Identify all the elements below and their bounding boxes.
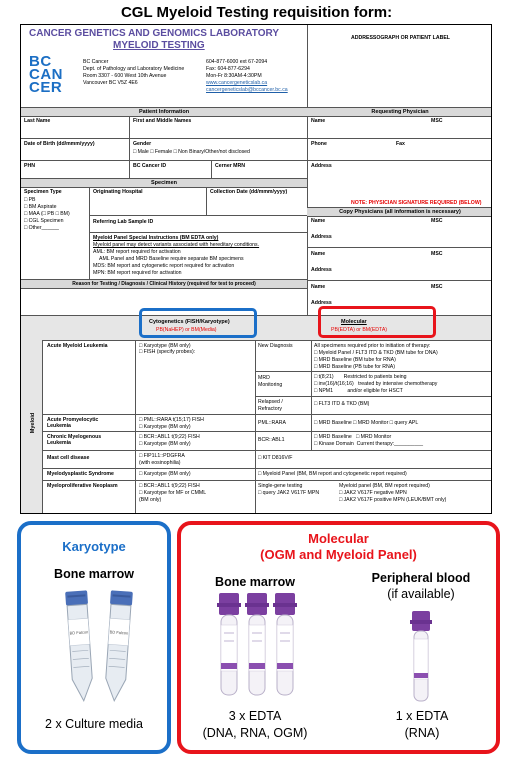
- signature-note: NOTE: PHYSICIAN SIGNATURE REQUIRED (BELOW): [351, 200, 482, 206]
- row-mol-cml[interactable]: □ MRD Baseline □ MRD Monitor □ Kinase Domain Current therapy:__________: [314, 434, 423, 447]
- row-mol-relapsed[interactable]: □ FLT3 ITD & TKD (BM): [314, 401, 370, 407]
- dob-field[interactable]: Date of Birth (dd/mmm/yyyy): [24, 141, 95, 147]
- row-dx-mast: Mast cell disease: [47, 455, 90, 461]
- addressograph-label: ADDRESSOGRAPH OR PATIENT LABEL: [351, 35, 450, 41]
- copy-name-field[interactable]: Name: [311, 284, 326, 290]
- originating-hospital-field[interactable]: Originating Hospital: [93, 189, 143, 195]
- bc-cancer-logo: BC CAN CER: [29, 53, 63, 96]
- copy-name-field[interactable]: Name: [311, 251, 326, 257]
- gender-options[interactable]: □ Male □ Female □ Non Binary/Other/not disclosed: [133, 149, 250, 155]
- molecular-highlight: [318, 306, 436, 338]
- cytogenetics-highlight: [139, 308, 257, 338]
- molecular-bm-label: Bone marrow: [215, 575, 295, 589]
- row-mol-mast[interactable]: □ KIT D816V/F: [258, 455, 293, 461]
- molecular-bm-caption: 3 x EDTA: [228, 709, 282, 723]
- karyotype-specimen-label: Bone marrow: [54, 567, 134, 581]
- row-cyto-apl[interactable]: □ PML::RARA t(15;17) FISH □ Karyotype (BM only): [139, 417, 204, 430]
- address-line: Vancouver BC V5Z 4E6: [83, 80, 138, 86]
- last-name-field[interactable]: Last Name: [24, 118, 51, 124]
- copy-address-field[interactable]: Address: [311, 267, 332, 273]
- panel-line: AML: BM report required for activation: [93, 249, 181, 255]
- panel-instructions: Myeloid Panel Special Instructions (BM EDTA only): [93, 235, 219, 241]
- row-mol-mpn[interactable]: Myeloid panel (BM, BM report required) □ JAK2 V617F negative MPN □ JAK2 V617F positive MPN (LEUK/BMT only): [339, 483, 447, 503]
- specimen-bar: Specimen: [21, 178, 307, 188]
- collection-date-field[interactable]: Collection Date (dd/mmm/yyyy): [210, 189, 288, 195]
- row-single-gene-mpn[interactable]: Single-gene testing □ query JAK2 V617F MPN: [258, 483, 320, 496]
- specimen-type-label: Specimen Type: [24, 189, 62, 195]
- molecular-pb-caption-sub: (RNA): [404, 726, 440, 740]
- molecular-pb-caption: 1 x EDTA: [395, 709, 449, 723]
- requisition-form: [20, 24, 492, 514]
- row-cyto-aml[interactable]: □ Karyotype (BM only) □ FISH (specify probes):: [139, 343, 196, 355]
- specimen-option[interactable]: □ BM Aspirate: [24, 204, 57, 210]
- email-link[interactable]: cancergeneticslab@bccancer.bc.ca: [206, 87, 288, 93]
- copy-msc-field[interactable]: MSC: [431, 284, 443, 290]
- row-dx-apl: Acute Promyelocytic Leukemia: [47, 417, 99, 429]
- copy-address-field[interactable]: Address: [311, 300, 332, 306]
- physician-msc-field[interactable]: MSC: [431, 118, 443, 124]
- copy-address-field[interactable]: Address: [311, 234, 332, 240]
- edta-tubes-bm-image: [217, 593, 297, 701]
- address-line: BC Cancer: [83, 59, 109, 65]
- physician-name-field[interactable]: Name: [311, 118, 326, 124]
- tube-label: BD Falcon: [69, 629, 89, 636]
- molecular-pb-label: Peripheral blood: [371, 571, 471, 585]
- referring-lab-field[interactable]: Referring Lab Sample ID: [93, 219, 154, 225]
- phn-field[interactable]: PHN: [24, 163, 35, 169]
- cytogenetics-heading: Cytogenetics (FISH/Karyotype): [149, 319, 230, 325]
- website-link[interactable]: www.cancergeneticslab.ca: [206, 80, 268, 86]
- reason-bar: Reason for Testing / Diagnosis / Clinical History (required for test to proceed): [21, 279, 307, 289]
- address-line: Room 3307 - 600 West 10th Avenue: [83, 73, 167, 79]
- edta-tube-pb-image: [409, 611, 435, 705]
- first-names-field[interactable]: First and Middle Names: [133, 118, 192, 124]
- molecular-bm-caption-sub: (DNA, RNA, OGM): [202, 726, 308, 740]
- specimen-option[interactable]: □ MAA (□ PB □ BM): [24, 211, 70, 217]
- page-title: CGL Myeloid Testing requisition form:: [120, 4, 393, 21]
- row-mol-mrd[interactable]: □ t(8;21) Restricted to patients being □ inv(16)/t(16;16) treated by intensive chemotherapy □ NPM1 and/or eligible for HSCT: [314, 374, 438, 394]
- contact-line: 604-877-6000 ext 67-2094: [206, 59, 268, 65]
- molecular-pb-sub: (if available): [387, 587, 455, 601]
- patient-info-bar: Patient Information: [21, 107, 307, 117]
- lab-subtitle: MYELOID TESTING: [113, 40, 205, 51]
- cytogenetics-subheading: PB(NaHEP) or BM(Media): [156, 327, 217, 333]
- panel-line: AML Panel and MRD Baseline require separate BM specimens: [99, 256, 244, 262]
- gender-label: Gender: [133, 141, 152, 147]
- row-mol-aml[interactable]: All specimens required prior to initiation of therapy: □ Myeloid Panel / FLT3 ITD & TKD (BM tube for DNA) □ MRD Baseline (BM tube for RNA) □ MRD Baseline (PB tube for RNA): [314, 343, 438, 370]
- row-mid-apl: PML::RARA: [258, 420, 286, 426]
- row-mol-mds[interactable]: □ Myeloid Panel (BM, BM report and cytogenetic report required): [258, 471, 407, 477]
- row-mid-relapsed: Relapsed / Refractory: [258, 399, 283, 412]
- molecular-subheading: (OGM and Myeloid Panel): [260, 547, 417, 562]
- copy-physicians-bar: Copy Physicians (all information is necessary): [307, 207, 492, 217]
- specimen-option[interactable]: □ CGL Specimen: [24, 218, 64, 224]
- karyotype-box: [17, 521, 171, 754]
- address-line: Dept. of Pathology and Laboratory Medicine: [83, 66, 185, 72]
- physician-fax-field[interactable]: Fax: [396, 141, 405, 147]
- copy-msc-field[interactable]: MSC: [431, 218, 443, 224]
- physician-address-field[interactable]: Address: [311, 163, 332, 169]
- molecular-heading: Molecular: [308, 531, 369, 546]
- row-mid-cml: BCR::ABL1: [258, 437, 285, 443]
- row-mol-apl[interactable]: □ MRD Baseline □ MRD Monitor □ query APL: [314, 420, 419, 426]
- row-cyto-mast[interactable]: □ FIP1L1::PDGFRA (with eosinophilia): [139, 453, 185, 466]
- cerner-mrn-field[interactable]: Cerner MRN: [215, 163, 245, 169]
- row-cyto-cml[interactable]: □ BCR::ABL1 t(9;22) FISH □ Karyotype (BM only): [139, 434, 200, 447]
- copy-msc-field[interactable]: MSC: [431, 251, 443, 257]
- specimen-option[interactable]: □ PB: [24, 197, 36, 203]
- requesting-physician-bar: Requesting Physician: [307, 107, 492, 117]
- row-mid-mrd: MRD Monitoring: [258, 375, 283, 388]
- karyotype-heading: Karyotype: [62, 539, 126, 554]
- molecular-box: [177, 521, 500, 754]
- row-dx-mds: Myelodysplastic Syndrome: [47, 471, 114, 477]
- row-cyto-mds[interactable]: □ Karyotype (BM only): [139, 471, 191, 477]
- molecular-heading: Molecular: [341, 319, 367, 325]
- physician-phone-field[interactable]: Phone: [311, 141, 327, 147]
- row-dx-cml: Chronic Myelogenous Leukemia: [47, 434, 102, 446]
- molecular-subheading: PB(EDTA) or BM(EDTA): [331, 327, 388, 333]
- myeloid-vertical-label: Myeloid: [30, 412, 37, 434]
- copy-name-field[interactable]: Name: [311, 218, 326, 224]
- specimen-option[interactable]: □ Other______: [24, 225, 59, 231]
- row-mid-aml: New Diagnosis: [258, 343, 293, 349]
- culture-tubes-image: [59, 589, 139, 705]
- lab-title: CANCER GENETICS AND GENOMICS LABORATORY: [29, 28, 280, 39]
- tube-label: BD Falcon: [109, 629, 129, 636]
- bc-cancer-id-field[interactable]: BC Cancer ID: [133, 163, 167, 169]
- contact-line: Fax: 604-877-6294: [206, 66, 250, 72]
- row-cyto-mpn[interactable]: □ BCR::ABL1 t(9;22) FISH □ Karyotype for MF or CMML (BM only): [139, 483, 207, 503]
- row-dx-mpn: Myeloproliferative Neoplasm: [47, 483, 118, 489]
- karyotype-caption: 2 x Culture media: [45, 717, 143, 731]
- panel-line: Myeloid panel may detect variants associated with hereditary conditions.: [93, 242, 260, 248]
- panel-line: MPN: BM report required for activation: [93, 270, 182, 276]
- row-dx-aml: Acute Myeloid Leukemia: [47, 343, 108, 349]
- panel-line: MDS: BM report and cytogenetic report required for activation: [93, 263, 235, 269]
- contact-line: Mon-Fr 8:30AM-4:30PM: [206, 73, 262, 79]
